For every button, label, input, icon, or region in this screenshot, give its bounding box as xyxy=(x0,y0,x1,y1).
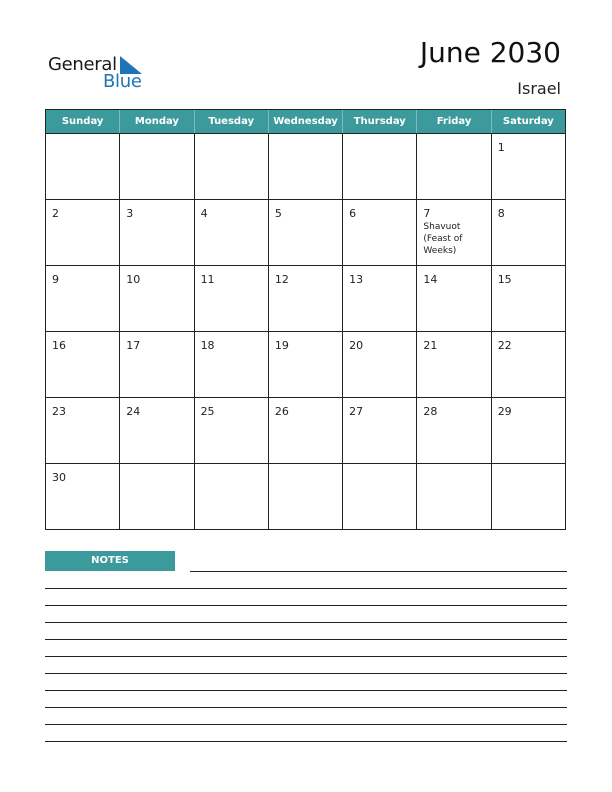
calendar-week-row xyxy=(46,265,565,331)
note-line xyxy=(45,707,567,708)
holiday-event: Shavuot (Feast of Weeks) xyxy=(423,222,463,256)
note-line xyxy=(45,724,567,725)
note-line xyxy=(45,673,567,674)
day-number: 5 xyxy=(274,207,282,220)
day-number: 3 xyxy=(126,207,134,220)
day-cell xyxy=(342,134,416,199)
day-number: 23 xyxy=(52,405,66,418)
logo-word-general: General xyxy=(48,54,117,75)
day-number: 21 xyxy=(423,339,438,352)
day-cell xyxy=(342,464,416,529)
day-cell xyxy=(416,200,490,265)
day-cell xyxy=(46,464,119,529)
day-number: 28 xyxy=(423,405,438,418)
day-cell xyxy=(268,200,342,265)
day-number: 1 xyxy=(497,141,505,154)
day-number: 27 xyxy=(349,405,364,418)
calendar-week-row xyxy=(46,133,565,199)
day-cell xyxy=(46,332,119,397)
day-cell xyxy=(342,398,416,463)
day-number: 15 xyxy=(497,273,512,286)
note-line xyxy=(45,622,567,623)
weekday-monday: Monday xyxy=(119,110,193,133)
day-number: 20 xyxy=(349,339,364,352)
weekday-sunday: Sunday xyxy=(61,116,104,127)
note-line xyxy=(45,656,567,657)
day-cell xyxy=(119,134,193,199)
day-cell xyxy=(46,200,119,265)
day-cell xyxy=(194,464,268,529)
day-cell xyxy=(119,266,193,331)
day-cell xyxy=(268,332,342,397)
day-number: 16 xyxy=(52,339,66,352)
day-number: 9 xyxy=(52,273,59,286)
day-cell xyxy=(194,266,268,331)
day-cell xyxy=(342,266,416,331)
day-cell xyxy=(342,200,416,265)
page-title: June 2030 xyxy=(419,36,561,69)
calendar-week-row xyxy=(46,331,565,397)
calendar-week-row xyxy=(46,463,565,529)
day-cell xyxy=(268,464,342,529)
day-cell xyxy=(46,134,119,199)
day-cell xyxy=(119,200,193,265)
day-cell xyxy=(268,134,342,199)
calendar-week-row xyxy=(46,199,565,265)
day-cell xyxy=(119,332,193,397)
day-number: 10 xyxy=(126,273,141,286)
day-cell xyxy=(46,266,119,331)
day-number: 6 xyxy=(349,207,357,220)
note-line xyxy=(45,639,567,640)
day-number: 30 xyxy=(52,471,66,484)
day-number: 7 xyxy=(423,207,431,220)
day-cell xyxy=(416,332,490,397)
note-line xyxy=(45,741,567,742)
day-cell xyxy=(491,464,565,529)
weekday-header xyxy=(46,110,565,133)
day-cell xyxy=(491,398,565,463)
notes-label: NOTES xyxy=(45,551,175,571)
day-number: 4 xyxy=(200,207,208,220)
day-cell xyxy=(342,332,416,397)
day-number: 19 xyxy=(274,339,289,352)
day-cell xyxy=(416,266,490,331)
note-line xyxy=(45,588,567,589)
calendar-grid xyxy=(45,109,566,530)
weekday-tuesday: Tuesday xyxy=(194,110,268,133)
day-cell xyxy=(491,266,565,331)
day-cell xyxy=(194,200,268,265)
day-cell xyxy=(416,398,490,463)
note-line xyxy=(45,605,567,606)
day-number: 13 xyxy=(349,273,364,286)
day-number: 26 xyxy=(274,405,289,418)
day-cell xyxy=(491,200,565,265)
day-cell xyxy=(268,266,342,331)
day-cell xyxy=(416,134,490,199)
day-number: 29 xyxy=(497,405,512,418)
calendar-week-row xyxy=(46,397,565,463)
day-number: 25 xyxy=(200,405,215,418)
weekday-thursday: Thursday xyxy=(342,110,416,133)
weekday-saturday: Saturday xyxy=(491,110,565,133)
note-line xyxy=(190,571,567,572)
logo-word-blue: Blue xyxy=(103,71,142,92)
day-cell xyxy=(268,398,342,463)
day-cell xyxy=(194,398,268,463)
day-cell xyxy=(491,332,565,397)
calendar-weeks xyxy=(46,133,565,529)
day-cell xyxy=(194,332,268,397)
day-cell xyxy=(491,134,565,199)
day-number: 22 xyxy=(497,339,512,352)
day-number: 11 xyxy=(200,273,215,286)
day-number: 8 xyxy=(497,207,505,220)
day-number: 24 xyxy=(126,405,141,418)
note-line xyxy=(45,690,567,691)
day-number: 2 xyxy=(52,207,59,220)
day-cell xyxy=(119,464,193,529)
day-cell xyxy=(46,398,119,463)
logo xyxy=(48,54,158,94)
weekday-wednesday: Wednesday xyxy=(268,110,342,133)
day-cell xyxy=(119,398,193,463)
day-number: 12 xyxy=(274,273,289,286)
country-label: Israel xyxy=(517,79,561,98)
day-number: 18 xyxy=(200,339,215,352)
day-number: 14 xyxy=(423,273,438,286)
day-cell xyxy=(416,464,490,529)
day-number: 17 xyxy=(126,339,141,352)
weekday-friday: Friday xyxy=(416,110,490,133)
day-cell xyxy=(194,134,268,199)
